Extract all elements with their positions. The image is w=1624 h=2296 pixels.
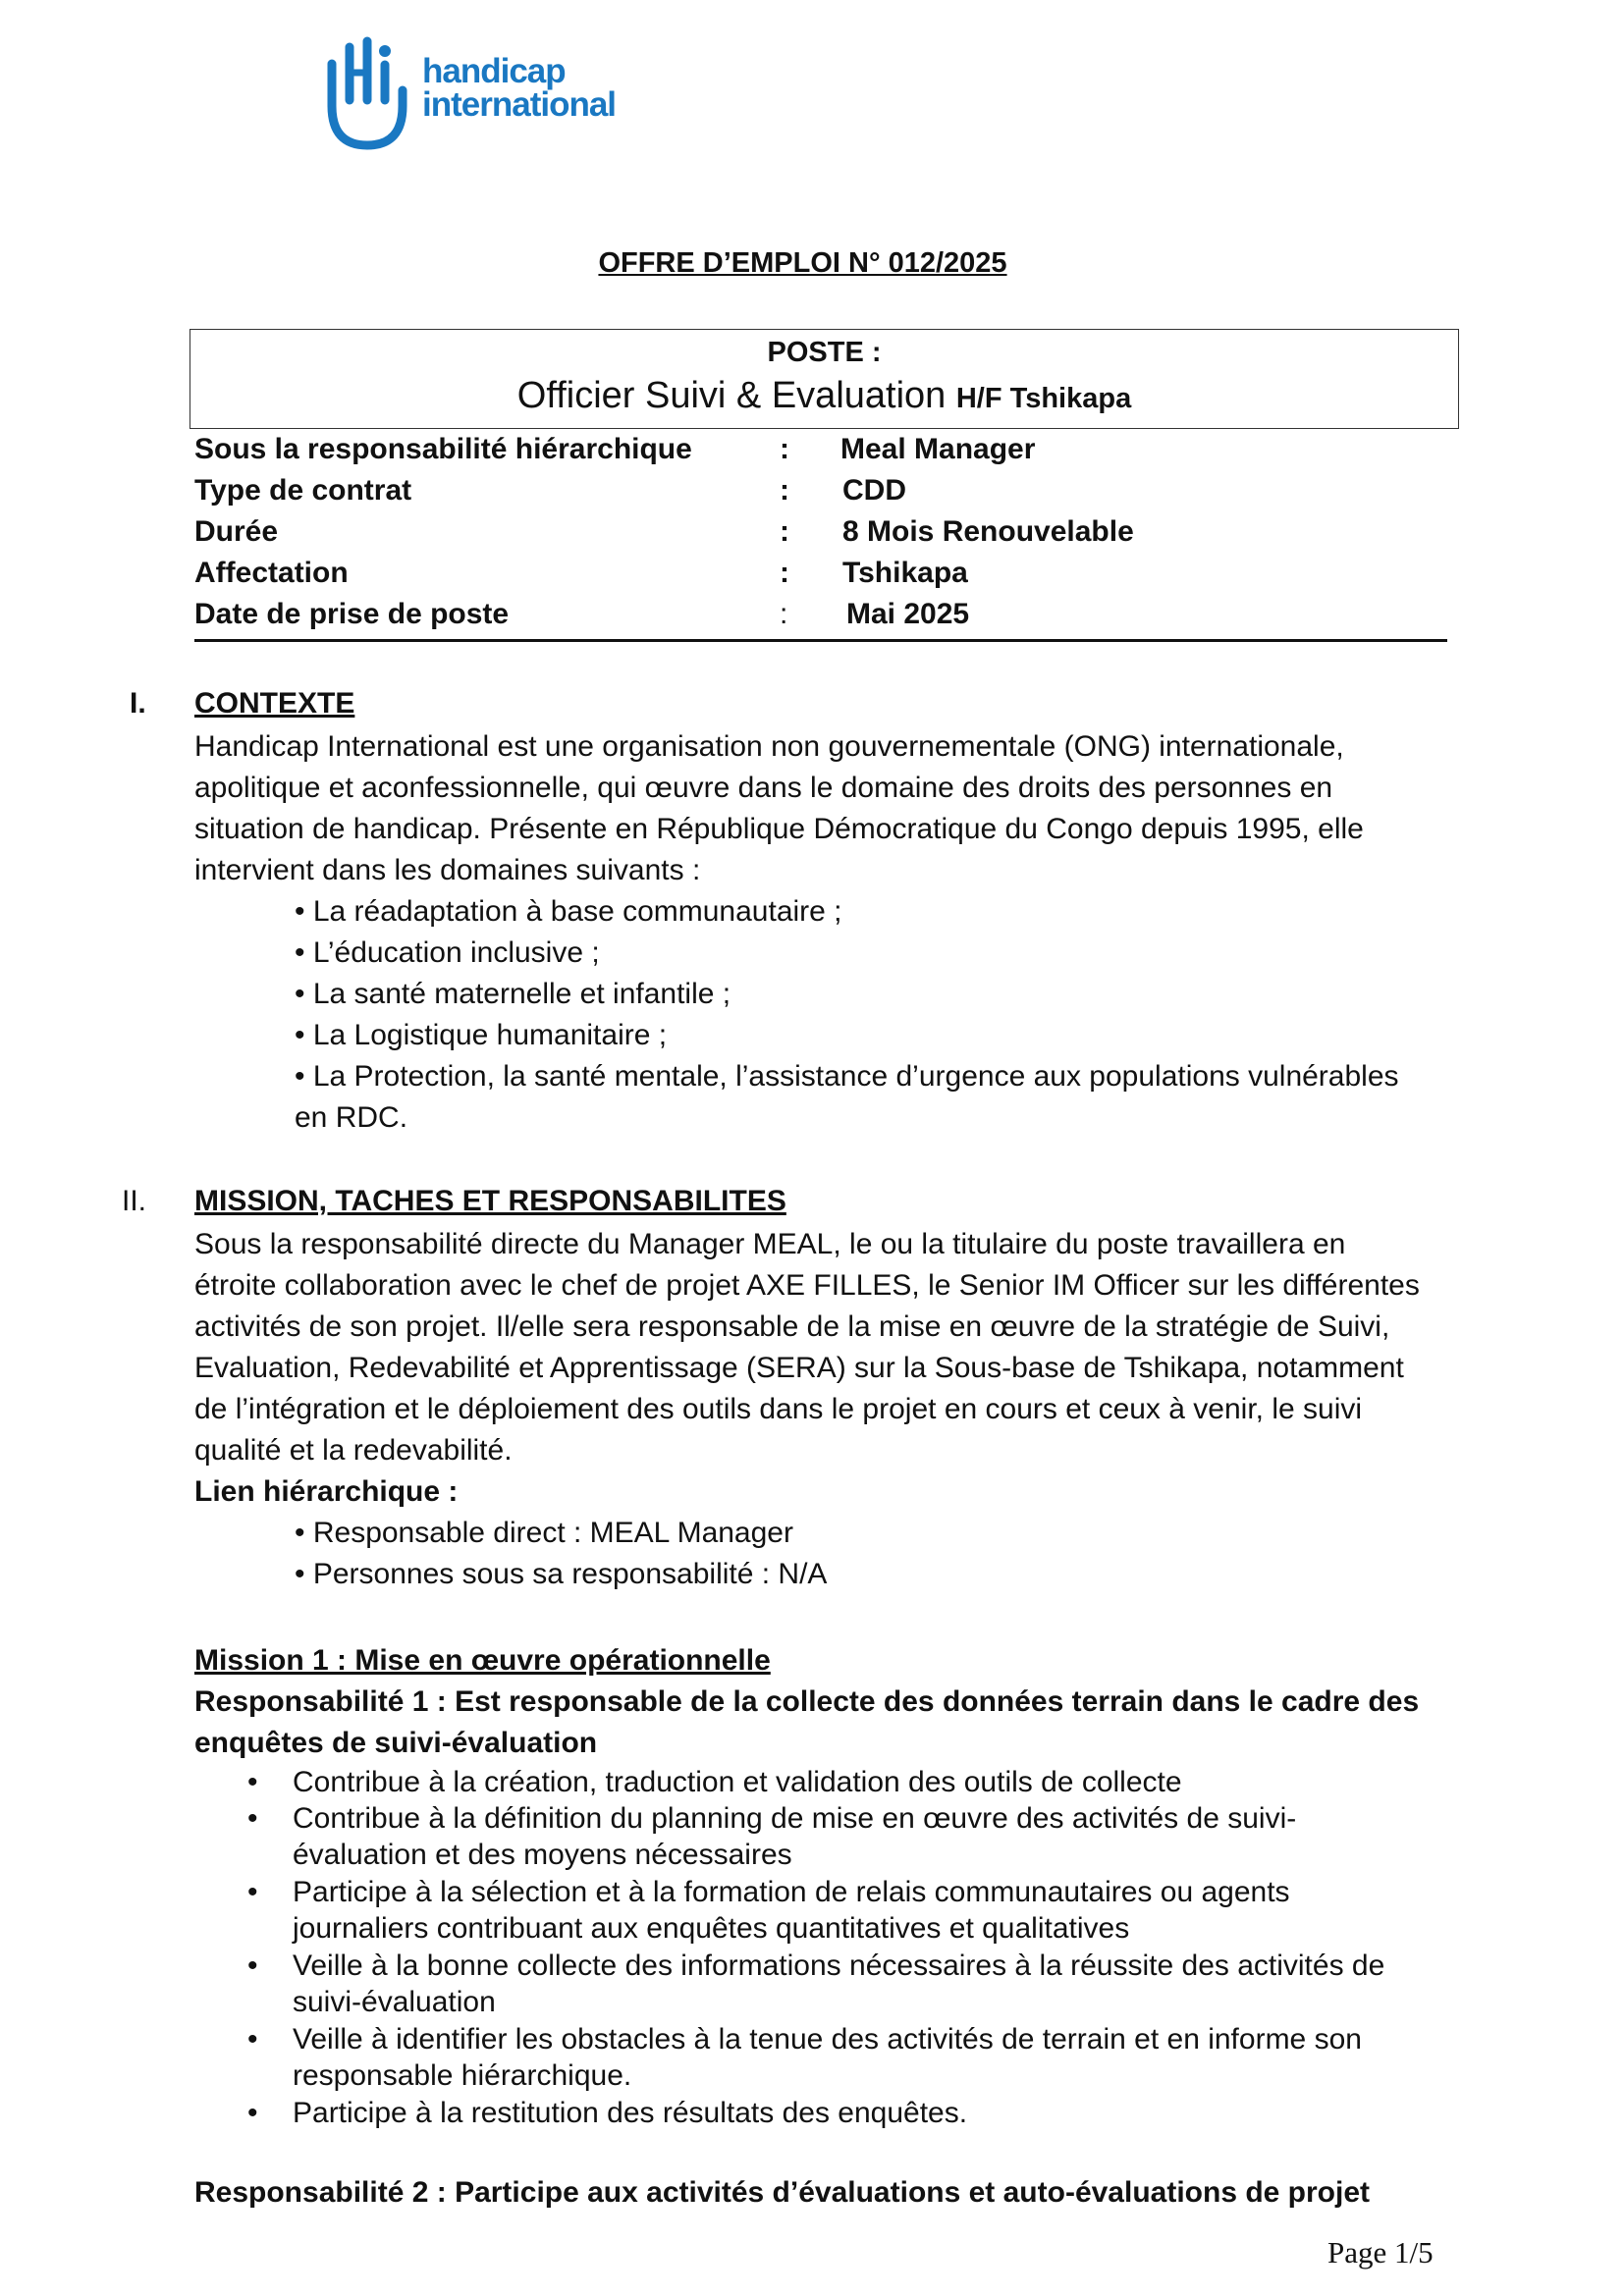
text-line: journaliers contribuant aux enquêtes quantitatives et qualitatives <box>293 1912 1130 1945</box>
responsabilite-2-title: Responsabilité 2 : Participe aux activités d’évaluations et auto-évaluations de projet <box>194 2176 1371 2209</box>
text-line: apolitique et aconfessionnelle, qui œuvre dans le domaine des droits des personnes en <box>194 772 1333 804</box>
list-item <box>293 1874 1446 1947</box>
section-1-number: I. <box>130 687 146 720</box>
post-title-main: Officier Suivi & Evaluation <box>516 375 947 416</box>
info-row <box>194 515 1446 557</box>
bullet-dot: • <box>247 2097 258 2129</box>
list-item <box>293 2021 1446 2094</box>
text-line: Evaluation, Redevabilité et Apprentissage (SERA) sur la Sous-base de Tshikapa, notamment <box>194 1352 1404 1384</box>
text-line: évaluation et des moyens nécessaires <box>293 1839 792 1871</box>
responsabilite-1-title <box>194 1682 1446 1764</box>
info-value: Mai 2025 <box>846 598 970 630</box>
text-line: activités de son projet. Il/elle sera responsable de la mise en œuvre de la stratégie de Suivi, <box>194 1310 1390 1343</box>
logo-wordmark <box>422 52 617 124</box>
text-line: Sous la responsabilité directe du Manager MEAL, le ou la titulaire du poste travaillera en <box>194 1228 1346 1260</box>
text-line: Veille à la bonne collecte des informations nécessaires à la réussite des activités de <box>293 1949 1385 1982</box>
lien-bullets <box>295 1513 1446 1595</box>
text-line: Handicap International est une organisation non gouvernementale (ONG) internationale, <box>194 730 1344 763</box>
info-row <box>194 598 1446 639</box>
info-colon: : <box>780 474 789 507</box>
text-line: qualité et la redevabilité. <box>194 1434 513 1467</box>
section-1-paragraph <box>194 726 1446 891</box>
info-label: Type de contrat <box>194 474 412 507</box>
text-line: suivi-évaluation <box>293 1986 496 2018</box>
text-line: étroite collaboration avec le chef de projet AXE FILLES, le Senior IM Officer sur les différentes <box>194 1269 1420 1302</box>
bullet-dot: • <box>247 1876 258 1908</box>
info-value: 8 Mois Renouvelable <box>842 515 1134 548</box>
info-value: CDD <box>842 474 906 507</box>
page-number: Page 1/5 <box>1327 2235 1434 2269</box>
info-row <box>194 474 1446 515</box>
text-line: situation de handicap. Présente en République Démocratique du Congo depuis 1995, elle <box>194 813 1364 845</box>
hand-logo-icon <box>320 29 413 152</box>
list-item: • Personnes sous sa responsabilité : N/A <box>295 1558 828 1590</box>
list-item: • La santé maternelle et infantile ; <box>295 978 731 1010</box>
post-title <box>190 375 1458 417</box>
text-line: de l’intégration et le déploiement des outils dans le projet en cours et ceux à venir, le suivi <box>194 1393 1363 1425</box>
info-row <box>194 433 1446 474</box>
list-item: • La Logistique humanitaire ; <box>295 1019 668 1051</box>
section-1-bullets <box>295 891 1446 1139</box>
bullet-dot: • <box>247 2023 258 2056</box>
text-line: Participe à la sélection et à la formation de relais communautaires ou agents <box>293 1876 1290 1908</box>
info-colon: : <box>780 433 789 465</box>
list-item <box>293 1948 1446 2020</box>
section-1-title: CONTEXTE <box>194 687 355 720</box>
logo-line-2: international <box>422 85 617 124</box>
info-value: Meal Manager <box>840 433 1036 465</box>
logo-line-1: handicap <box>422 52 566 90</box>
list-item <box>293 1764 1446 1800</box>
text-line: responsable hiérarchique. <box>293 2059 632 2092</box>
list-item: • La réadaptation à base communautaire ; <box>295 895 842 928</box>
mission-1-title: Mission 1 : Mise en œuvre opérationnelle <box>194 1644 771 1677</box>
info-colon: : <box>780 557 789 589</box>
post-label: POSTE : <box>767 337 882 368</box>
post-box <box>189 329 1459 429</box>
info-row <box>194 557 1446 598</box>
info-colon: : <box>780 515 789 548</box>
post-title-suffix: H/F Tshikapa <box>955 383 1132 414</box>
section-2-title: MISSION, TACHES ET RESPONSABILITES <box>194 1185 786 1217</box>
list-item: • L’éducation inclusive ; <box>295 936 600 969</box>
info-label: Sous la responsabilité hiérarchique <box>194 433 692 465</box>
info-value: Tshikapa <box>842 557 968 589</box>
list-item: • La Protection, la santé mentale, l’assistance d’urgence aux populations vulnérables <box>295 1060 1399 1093</box>
text-line: Contribue à la création, traduction et validation des outils de collecte <box>293 1766 1182 1798</box>
handicap-international-logo <box>320 29 654 152</box>
text-line: enquêtes de suivi-évaluation <box>194 1727 598 1759</box>
bullet-dot: • <box>247 1949 258 1982</box>
offer-title: OFFRE D’EMPLOI N° 012/2025 <box>598 247 1007 279</box>
section-2-number: II. <box>122 1185 147 1217</box>
info-label: Affectation <box>194 557 349 589</box>
list-item: en RDC. <box>295 1101 408 1134</box>
bullet-dot: • <box>247 1766 258 1798</box>
info-colon: : <box>780 598 788 630</box>
list-item <box>293 2095 1446 2131</box>
text-line: Responsabilité 1 : Est responsable de la collecte des données terrain dans le cadre des <box>194 1685 1420 1718</box>
bullet-dot: • <box>247 1802 258 1835</box>
section-2-paragraph <box>194 1224 1446 1471</box>
text-line: Participe à la restitution des résultats des enquêtes. <box>293 2097 968 2129</box>
lien-hierarchique-title: Lien hiérarchique : <box>194 1475 459 1508</box>
info-label: Durée <box>194 515 279 548</box>
info-divider <box>194 639 1447 642</box>
text-line: Contribue à la définition du planning de mise en œuvre des activités de suivi- <box>293 1802 1297 1835</box>
text-line: Veille à identifier les obstacles à la tenue des activités de terrain et en informe son <box>293 2023 1362 2056</box>
info-label: Date de prise de poste <box>194 598 510 630</box>
list-item: • Responsable direct : MEAL Manager <box>295 1517 793 1549</box>
list-item <box>293 1800 1446 1873</box>
text-line: intervient dans les domaines suivants : <box>194 854 701 886</box>
